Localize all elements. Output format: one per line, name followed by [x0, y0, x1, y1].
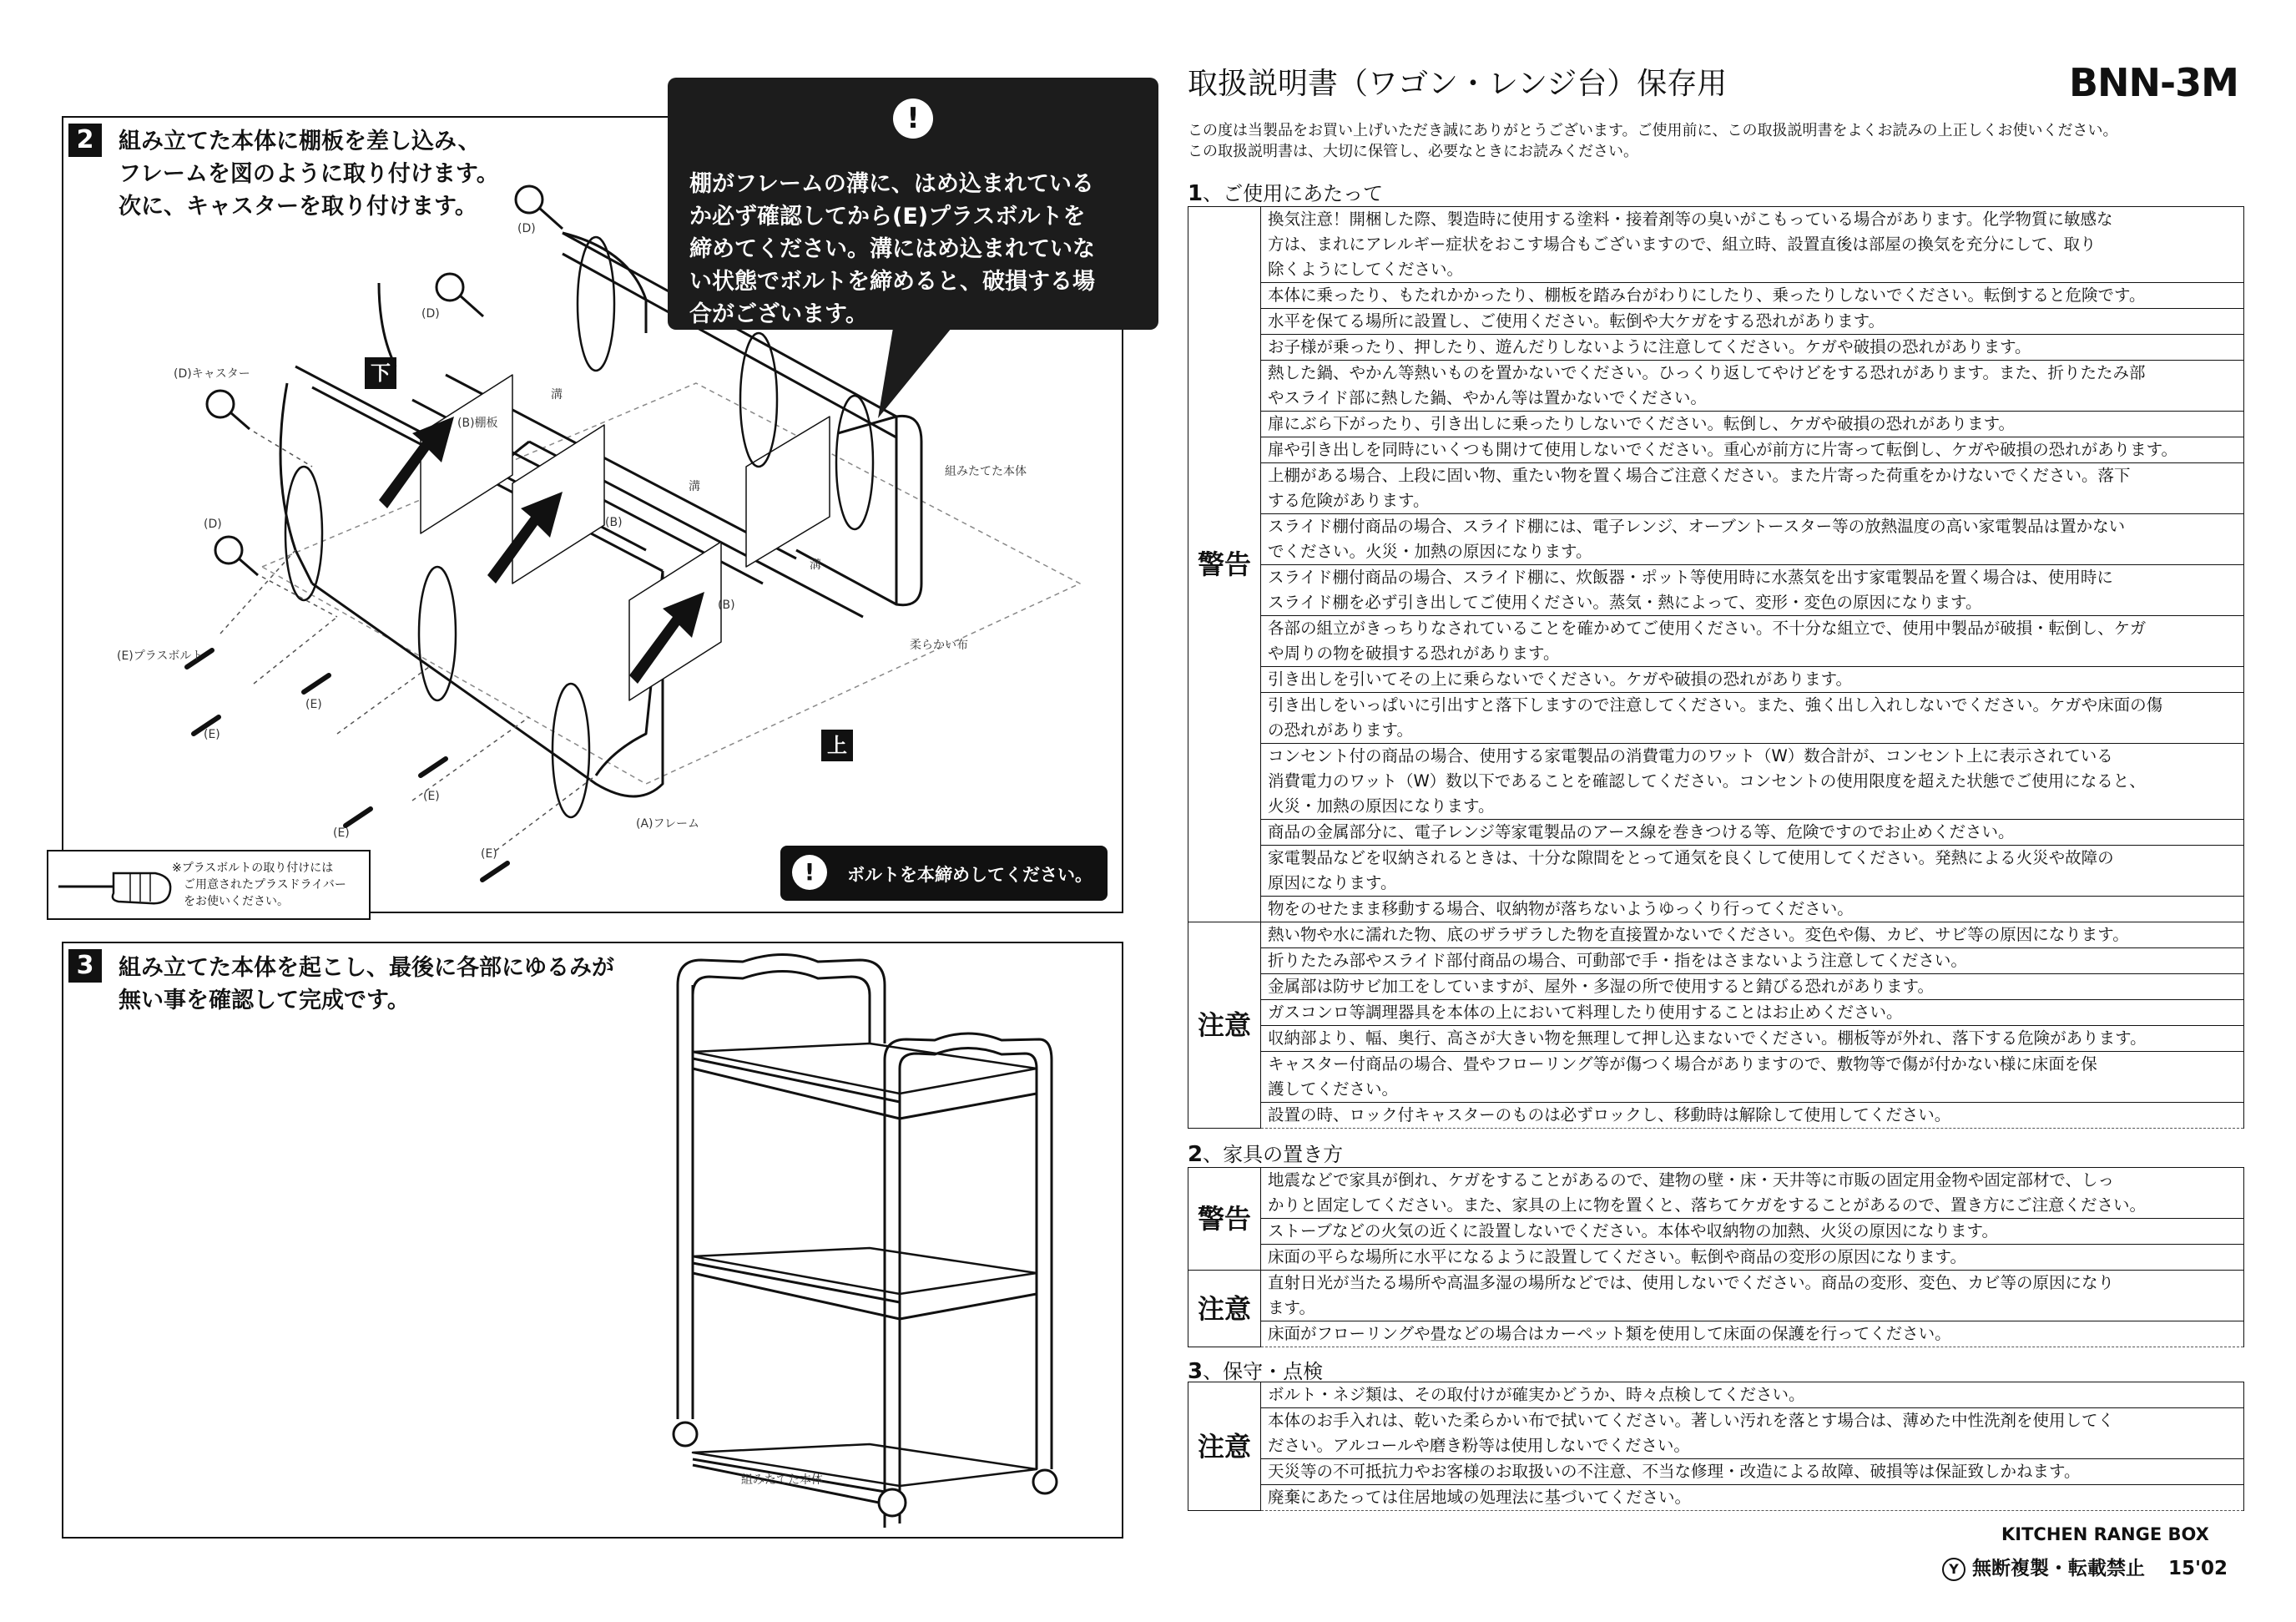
table-row — [1188, 897, 2244, 922]
warning-line: か必ず確認してから(E)プラスボルトを — [689, 204, 1086, 230]
copyright-line — [1942, 1553, 2228, 1581]
step2-line: フレームを図のように取り付けます。 — [119, 161, 499, 187]
warning-line: い状態でボルトを締めると、破損する場 — [689, 269, 1095, 295]
item-line: 金属部は防サビ加工をしていますが、屋外・多湿の所で使用すると錆びる恐れがあります。 — [1268, 977, 1934, 996]
item-line: 水平を保てる場所に設置し、ご使用ください。転倒や大ケガをする恐れがあります。 — [1268, 311, 1885, 331]
item-line: スライド棚付商品の場合、スライド棚には、電子レンジ、オーブントースター等の放熱温度の高い家電製品は置かない — [1268, 517, 2126, 536]
step2-number: 2 — [68, 124, 102, 157]
safety-table — [1188, 1382, 2244, 1511]
table-row — [1188, 463, 2244, 514]
section-heading — [1188, 1138, 1343, 1167]
item-cell — [1261, 1103, 2244, 1129]
item-line: 収納部より、幅、奥行、高さが大きい物を無理して押し込まないでください。棚板等が外れ、落下する危険があります。 — [1268, 1028, 2147, 1048]
item-cell — [1261, 463, 2244, 514]
section-heading — [1188, 1355, 1323, 1384]
item-cell — [1261, 437, 2244, 463]
table-row — [1188, 1026, 2244, 1052]
intro-line: この取扱説明書は、大切に保管し、必要なときにお読みください。 — [1188, 143, 1638, 160]
section-title: 、家具の置き方 — [1203, 1143, 1344, 1166]
item-line: ストーブなどの火気の近くに設置しないでください。本体や収納物の加熱、火災の原因になります。 — [1268, 1221, 1998, 1241]
table-row — [1188, 1485, 2244, 1511]
item-cell — [1261, 309, 2244, 335]
tip-line: をお使いください。 — [184, 895, 289, 908]
table-row — [1188, 207, 2244, 283]
item-line: 方は、まれにアレルギー症状をおこす場合もございますので、組立時、設置直後は部屋の換気を充分にして、取り — [1268, 235, 2097, 254]
item-line: やスライド部に熱した鍋、やかん等は置かないでください。 — [1268, 388, 1707, 407]
bolt-e-label: (E) — [204, 728, 220, 741]
item-line: 各部の組立がきっちりなされていることを確かめてご使用ください。不十分な組立で、使用中製品が破損・転倒し、ケガ — [1268, 619, 2147, 638]
item-cell — [1261, 667, 2244, 693]
item-line: ます。 — [1268, 1298, 1315, 1317]
item-line: 護してください。 — [1268, 1079, 1399, 1099]
item-line: お子様が乗ったり、押したり、遊んだりしないように注意してください。ケガや破損の恐れがあります。 — [1268, 337, 2031, 356]
item-line: 商品の金属部分に、電子レンジ等家電製品のアース線を巻きつける等、危険ですのでお止めください。 — [1268, 822, 2015, 841]
item-line: 直射日光が当たる場所や高温多湿の場所などでは、使用しないでください。商品の変形、変色、カビ等の原因になり — [1268, 1273, 2115, 1292]
step3-line: 組み立てた本体を起こし、最後に各部にゆるみが — [119, 955, 614, 981]
item-cell — [1261, 514, 2244, 565]
item-line: や周りの物を破損する恐れがあります。 — [1268, 644, 1560, 663]
item-line: 火災・加熱の原因になります。 — [1268, 796, 1495, 816]
item-cell — [1261, 974, 2244, 1000]
intro-line: この度は当製品をお買い上げいただき誠にありがとうございます。ご使用前に、この取扱説明書をよくお読みの上正しくお使いください。 — [1188, 122, 2118, 139]
item-line: スライド棚付商品の場合、スライド棚に、炊飯器・ポット等使用時に水蒸気を出す家電製品を置く場合は、使用時に — [1268, 568, 2113, 587]
table-row — [1188, 744, 2244, 820]
item-line: 本体に乗ったり、もたれかかったり、棚板を踏み台がわりにしたり、乗ったりしないでください。転倒すると危険です。 — [1268, 285, 2146, 305]
table-row — [1188, 693, 2244, 744]
item-line: 扉や引き出しを同時にいくつも開けて使用しないでください。重心が前方に片寄って転倒し、ケガや破損の恐れがあります。 — [1268, 440, 2178, 459]
shelf-b-label: (B) — [605, 516, 623, 529]
exclamation-icon: ! — [893, 99, 933, 139]
shelf-b-label: (B) — [718, 599, 735, 612]
table-row — [1188, 1382, 2244, 1408]
item-line: ボルト・ネジ類は、その取付けが確実かどうか、時々点検してください。 — [1268, 1385, 1805, 1404]
item-line: 本体のお手入れは、乾いた柔らかい布で拭いてください。著しい汚れを落とす場合は、薄めた中性洗剤を使用してく — [1268, 1411, 2115, 1430]
item-cell — [1261, 412, 2244, 437]
item-line: 設置の時、ロック付キャスターのものは必ずロックし、移動時は解除して使用してください。 — [1268, 1105, 1951, 1124]
table-row — [1188, 1459, 2244, 1485]
item-cell — [1261, 1245, 2244, 1271]
product-name: KITCHEN RANGE BOX — [2001, 1524, 2209, 1544]
table-row — [1188, 1245, 2244, 1271]
assembled-body-label: 組みたてた本体 — [945, 465, 1027, 478]
tip-line: ※プラスボルトの取り付けには — [172, 862, 334, 875]
item-cell — [1261, 693, 2244, 744]
hand-screwdriver-icon — [55, 862, 180, 912]
category-cell: 警告 — [1188, 1168, 1261, 1271]
section-title: 、保守・点検 — [1203, 1360, 1324, 1383]
groove-label: 溝 — [810, 558, 821, 572]
bolt-e-label: (E) — [481, 847, 497, 861]
assembled-body-label: 組みたてた本体 — [741, 1473, 823, 1487]
screwdriver-tip-box — [47, 850, 371, 920]
item-cell — [1261, 1408, 2244, 1459]
item-line: 引き出しをいっぱいに引出すと落下しますので注意してください。また、強く出し入れしないでください。ケガや床面の傷 — [1268, 695, 2163, 715]
item-cell — [1261, 1026, 2244, 1052]
item-cell — [1261, 948, 2244, 974]
item-cell — [1261, 1168, 2244, 1219]
table-row — [1188, 820, 2244, 846]
item-line: する危険があります。 — [1268, 491, 1430, 510]
table-row — [1188, 616, 2244, 667]
item-cell — [1261, 1321, 2244, 1347]
item-cell — [1261, 616, 2244, 667]
table-row — [1188, 667, 2244, 693]
item-cell — [1261, 1459, 2244, 1485]
item-line: の恐れがあります。 — [1268, 720, 1413, 740]
item-line: 引き出しを引いてその上に乗らないでください。ケガや破損の恐れがあります。 — [1268, 670, 1853, 689]
table-row — [1188, 1168, 2244, 1219]
item-line: スライド棚を必ず引き出してご使用ください。蒸気・熱によって、変形・変色の原因になります。 — [1268, 593, 1982, 612]
table-row — [1188, 335, 2244, 361]
item-line: 原因になります。 — [1268, 873, 1397, 892]
section-title: 、ご使用にあたって — [1203, 182, 1384, 205]
item-cell — [1261, 897, 2244, 922]
caster-d-label: (D) — [421, 307, 440, 321]
item-line: 消費電力のワット（W）数以下であることを確認してください。コンセントの使用限度を超えた状態でご使用になると、 — [1268, 771, 2146, 791]
item-line: 折りたたみ部やスライド部付商品の場合、可動部で手・指をはさまないよう注意してください。 — [1268, 951, 1967, 970]
step3-line: 無い事を確認して完成です。 — [119, 988, 410, 1013]
item-line: キャスター付商品の場合、畳やフローリング等が傷つく場合がありますので、敷物等で傷が付かない様に床面を保 — [1268, 1054, 2097, 1074]
tip-line: ご用意されたプラスドライバー — [184, 878, 346, 892]
item-cell — [1261, 361, 2244, 412]
table-row — [1188, 1103, 2244, 1129]
bolt-e-label: (E) — [423, 790, 440, 803]
item-line: 換気注意！開梱した際、製造時に使用する塗料・接着剤等の臭いがこもっている場合があります。化学物質に敏感な — [1268, 210, 2113, 229]
item-cell — [1261, 1219, 2244, 1245]
section-number: 3 — [1188, 1359, 1204, 1384]
table-row — [1188, 565, 2244, 616]
table-row — [1188, 846, 2244, 897]
warning-line: 合がございます。 — [689, 301, 868, 327]
shelf-label: (B)棚板 — [457, 417, 498, 430]
bolt-label: (E)プラスボルト — [117, 649, 204, 663]
bottom-marker: 下 — [365, 357, 396, 389]
step3-instructions — [119, 952, 614, 1017]
warning-line: 棚がフレームの溝に、はめ込まれている — [689, 171, 1094, 197]
table-row — [1188, 1000, 2244, 1026]
item-line: ガスコンロ等調理器具を本体の上において料理したり使用することはお止めください。 — [1268, 1003, 1903, 1022]
category-cell: 注意 — [1188, 1382, 1261, 1511]
table-row — [1188, 922, 2244, 948]
table-row — [1188, 283, 2244, 309]
item-cell — [1261, 565, 2244, 616]
item-line: 床面がフローリングや畳などの場合はカーペット類を使用して床面の保護を行ってください。 — [1268, 1324, 1951, 1343]
exclamation-icon: ! — [792, 855, 827, 890]
item-line: ださい。アルコールや磨き粉等は使用しないでください。 — [1268, 1436, 1690, 1455]
step2-line: 組み立てた本体に棚板を差し込み、 — [119, 129, 481, 154]
caster-label: (D)キャスター — [174, 367, 250, 381]
item-cell — [1261, 846, 2244, 897]
tip-text — [172, 860, 346, 910]
item-cell — [1261, 1485, 2244, 1511]
table-row — [1188, 412, 2244, 437]
caster-d-label: (D) — [204, 518, 222, 531]
bolt-tighten-note — [780, 846, 1108, 901]
item-cell — [1261, 1271, 2244, 1321]
top-marker: 上 — [821, 730, 853, 761]
callout-pointer — [876, 328, 976, 420]
item-line: 除くようにしてください。 — [1268, 260, 1464, 279]
table-row — [1188, 309, 2244, 335]
frame-label: (A)フレーム — [636, 817, 699, 831]
bolt-e-label: (E) — [305, 698, 322, 711]
category-cell: 注意 — [1188, 1271, 1261, 1347]
item-cell — [1261, 820, 2244, 846]
item-line: 熱い物や水に濡れた物、底のザラザラした物を直接置かないでください。変色や傷、カビ、サビ等の原因になります。 — [1268, 925, 2129, 944]
table-row — [1188, 1052, 2244, 1103]
manual-title: 取扱説明書（ワゴン・レンジ台）保存用 — [1188, 67, 1728, 101]
bolt-e-label: (E) — [333, 826, 350, 840]
item-line: 物をのせたまま移動する場合、収納物が落ちないようゆっくり行ってください。 — [1268, 899, 1854, 918]
item-line: 扉にぶら下がったり、引き出しに乗ったりしないでください。転倒し、ケガや破損の恐れがあります。 — [1268, 414, 2016, 433]
table-row — [1188, 1321, 2244, 1347]
item-line: 床面の平らな場所に水平になるように設置してください。転倒や商品の変形の原因になります。 — [1268, 1247, 1966, 1266]
table-row — [1188, 437, 2244, 463]
item-cell — [1261, 335, 2244, 361]
warning-line: 締めてください。溝にはめ込まれていな — [689, 236, 1095, 262]
item-line: 天災等の不可抵抗力やお客様のお取扱いの不注意、不当な修理・改造による故障、破損等は保証致しかねます。 — [1268, 1462, 2081, 1481]
category-cell: 警告 — [1188, 207, 1261, 922]
table-row — [1188, 1271, 2244, 1321]
groove-warning-callout — [668, 78, 1158, 330]
copyright-notice: 無断複製・転載禁止 — [1972, 1558, 2145, 1579]
table-row — [1188, 974, 2244, 1000]
table-row — [1188, 1408, 2244, 1459]
copyright-mark-icon: Y — [1942, 1558, 1965, 1581]
groove-label: 溝 — [551, 388, 563, 402]
item-cell — [1261, 207, 2244, 283]
item-line: 上棚がある場合、上段に固い物、重たい物を置く場合ご注意ください。また片寄った荷重をかけないでください。落下 — [1268, 466, 2131, 485]
warning-text — [689, 168, 1157, 331]
item-line: 地震などで家具が倒れ、ケガをすることがあるので、建物の壁・床・天井等に市販の固定用金物や固定部材で、しっ — [1268, 1170, 2115, 1190]
safety-table — [1188, 206, 2244, 1129]
soft-cloth-label: 柔らかい布 — [910, 639, 968, 652]
item-cell — [1261, 1382, 2244, 1408]
safety-table — [1188, 1167, 2244, 1347]
section-number: 2 — [1188, 1142, 1204, 1167]
item-line: 熱した鍋、やかん等熱いものを置かないでください。ひっくり返してやけどをする恐れがあります。また、折りたたみ部 — [1268, 363, 2146, 382]
bolt-tighten-text: ボルトを本締めしてください。 — [847, 865, 1092, 885]
item-cell — [1261, 1000, 2244, 1026]
section-number: 1 — [1188, 181, 1204, 206]
table-row — [1188, 361, 2244, 412]
table-row — [1188, 514, 2244, 565]
groove-label: 溝 — [689, 480, 700, 493]
print-date: 15'02 — [2168, 1558, 2228, 1579]
item-line: 家電製品などを収納されるときは、十分な隙間をとって通気を良くして使用してください。発熱による火災や故障の — [1268, 848, 2114, 867]
item-cell — [1261, 1052, 2244, 1103]
category-cell: 注意 — [1188, 922, 1261, 1129]
caster-d-label: (D) — [517, 222, 536, 235]
section-heading — [1188, 177, 1383, 206]
item-cell — [1261, 744, 2244, 820]
table-row — [1188, 948, 2244, 974]
step2-line: 次に、キャスターを取り付けます。 — [119, 194, 477, 220]
item-line: コンセント付の商品の場合、使用する家電製品の消費電力のワット（W）数合計が、コンセント上に表示されている — [1268, 746, 2113, 766]
item-line: でください。火災・加熱の原因になります。 — [1268, 542, 1592, 561]
model-number: BNN-3M — [2069, 60, 2238, 105]
item-line: 廃棄にあたっては住居地域の処理法に基づいてください。 — [1268, 1488, 1692, 1507]
step3-number: 3 — [68, 949, 102, 983]
assembled-wagon-illustration — [659, 952, 1077, 1528]
item-line: かりと固定してください。また、家具の上に物を置くと、落ちてケガをすることがあるので、置き方にご注意ください。 — [1268, 1195, 2147, 1215]
item-cell — [1261, 922, 2244, 948]
table-row — [1188, 1219, 2244, 1245]
item-cell — [1261, 283, 2244, 309]
intro-text — [1188, 120, 2256, 162]
